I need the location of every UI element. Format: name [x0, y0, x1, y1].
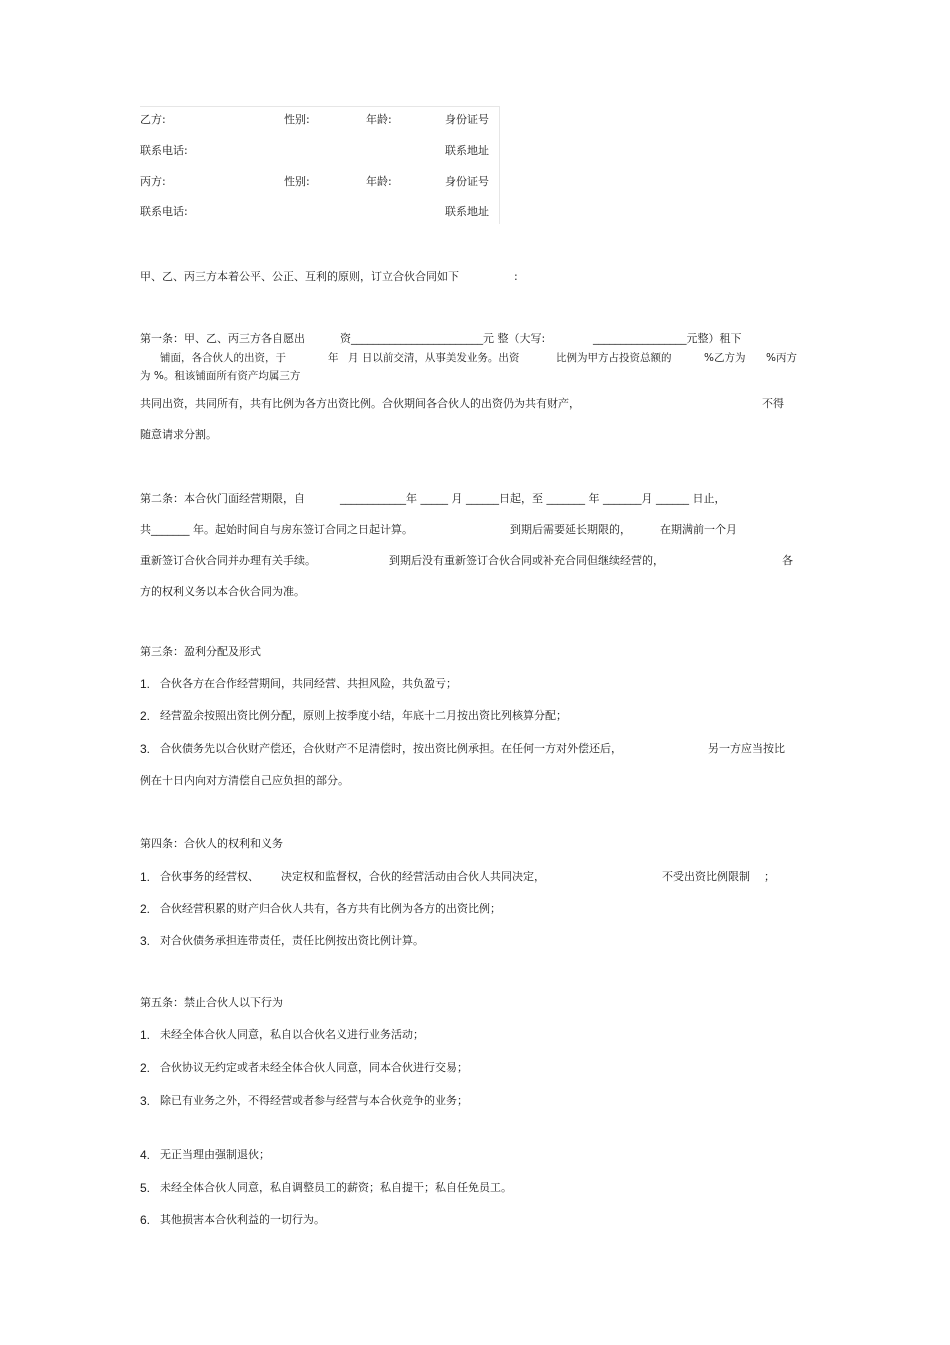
article3-item3a: 合伙债务先以合伙财产偿还，合伙财产不足清偿时，按出资比例承担。在任何一方对外偿还后，: [160, 742, 622, 755]
article4-item2: 合伙经营积累的财产归合伙人共有，各方共有比例为各方的出资比例；: [160, 902, 501, 915]
article2-line1a: 第二条：本合伙门面经营期限，自: [140, 492, 305, 505]
article5-title: 第五条：禁止合伙人以下行为: [140, 996, 283, 1009]
article2-line3b: 到期后没有重新签订合伙合同或补充合同但继续经营的，: [389, 554, 664, 567]
article1-line4b: 不得: [762, 397, 784, 410]
article3-item3b: 另一方应当按比: [708, 742, 785, 755]
gender-label: 性别:: [284, 113, 310, 126]
list-number: 2.: [140, 709, 151, 723]
article1-line5: 随意请求分割。: [140, 428, 217, 441]
list-number: 3.: [140, 934, 151, 948]
article4-title: 第四条：合伙人的权利和义务: [140, 837, 283, 850]
article5-item4: 无正当理由强制退伙；: [160, 1148, 270, 1161]
article2-line2a: 共_______ 年。起始时间自与房东签订合同之日起计算。: [140, 523, 413, 536]
list-number: 2.: [140, 1061, 151, 1075]
article1-line2e: %乙方为: [704, 352, 746, 364]
article3-item3c: 例在十日内向对方清偿自己应负担的部分。: [140, 774, 349, 787]
article5-item2: 合伙协议无约定或者未经全体合伙人同意，同本合伙进行交易；: [160, 1061, 468, 1074]
article3-item1: 合伙各方在合作经营期间，共同经营、共担风险，共负盈亏；: [160, 677, 457, 690]
article5-item3: 除已有业务之外，不得经营或者参与经营与本合伙竞争的业务；: [160, 1094, 468, 1107]
article1-line2b: 年: [328, 352, 339, 364]
id-number-label: 身份证号: [445, 113, 489, 126]
article1-line2d: 比例为甲方占投资总额的: [556, 352, 672, 364]
article1-line2c: 月 日以前交清，从事美发业务。出资: [348, 352, 520, 364]
list-number: 6.: [140, 1213, 151, 1227]
article5-item1: 未经全体合伙人同意，私自以合伙名义进行业务活动；: [160, 1028, 424, 1041]
article4-item1c: 不受出资比例限制: [662, 870, 750, 883]
article1-line4a: 共同出资，共同所有，共有比例为各方出资比例。合伙期间各合伙人的出资仍为共有财产，: [140, 397, 580, 410]
party-bing-label: 丙方:: [140, 175, 166, 188]
list-number: 1.: [140, 870, 151, 884]
party-table-top-border: [140, 106, 500, 107]
list-number: 5.: [140, 1181, 151, 1195]
article5-item6: 其他损害本合伙利益的一切行为。: [160, 1213, 325, 1226]
list-number: 3.: [140, 742, 151, 756]
article1-line2f: %丙方: [766, 352, 797, 364]
article3-title: 第三条：盈利分配及形式: [140, 645, 261, 658]
party-yi-label: 乙方:: [140, 113, 166, 126]
article4-item1d: ；: [764, 870, 775, 883]
article1-line1a: 第一条：甲、乙、丙三方各自愿出: [140, 332, 305, 345]
article5-item5: 未经全体合伙人同意，私自调整员工的薪资；私自提干；私自任免员工。: [160, 1181, 512, 1194]
gender-label: 性别:: [284, 175, 310, 188]
list-number: 4.: [140, 1148, 151, 1162]
article2-line3a: 重新签订合伙合同并办理有关手续。: [140, 554, 316, 567]
phone-label: 联系电话:: [140, 205, 188, 218]
list-number: 3.: [140, 1094, 151, 1108]
age-label: 年龄:: [366, 175, 392, 188]
article4-item1a: 合伙事务的经营权、: [160, 870, 259, 883]
article2-line4: 方的权利义务以本合伙合同为准。: [140, 585, 305, 598]
intro-colon: :: [514, 270, 518, 283]
article3-item2: 经营盈余按照出资比例分配，原则上按季度小结，年底十二月按出资比列核算分配；: [160, 709, 567, 722]
article1-line2a: 铺面，各合伙人的出资，于: [160, 352, 286, 364]
article4-item3: 对合伙债务承担连带责任，责任比例按出资比例计算。: [160, 934, 424, 947]
article1-line3: 为 %。租该铺面所有资产均属三方: [140, 370, 301, 382]
intro-text: 甲、乙、丙三方本着公平、公正、互利的原则，订立合伙合同如下: [140, 270, 459, 283]
list-number: 1.: [140, 1028, 151, 1042]
article2-line3c: 各: [782, 554, 793, 567]
list-number: 1.: [140, 677, 151, 691]
address-label: 联系地址: [445, 205, 489, 218]
phone-label: 联系电话:: [140, 144, 188, 157]
list-number: 2.: [140, 902, 151, 916]
article2-line2c: 在期满前一个月: [660, 523, 737, 536]
article2-line2b: 到期后需要延长期限的，: [510, 523, 631, 536]
article1-line1b: 资________________________元 整（大写:: [340, 332, 546, 345]
age-label: 年龄:: [366, 113, 392, 126]
article4-item1b: 决定权和监督权，合伙的经营活动由合伙人共同决定，: [281, 870, 545, 883]
article2-line1b: ____________年 _____ 月 ______日起，至 _______ 年 _______月 ______ 日止，: [340, 492, 726, 505]
party-table-right-border: [499, 106, 500, 224]
address-label: 联系地址: [445, 144, 489, 157]
article1-line1c: _________________元整）租下: [593, 332, 742, 345]
id-number-label: 身份证号: [445, 175, 489, 188]
